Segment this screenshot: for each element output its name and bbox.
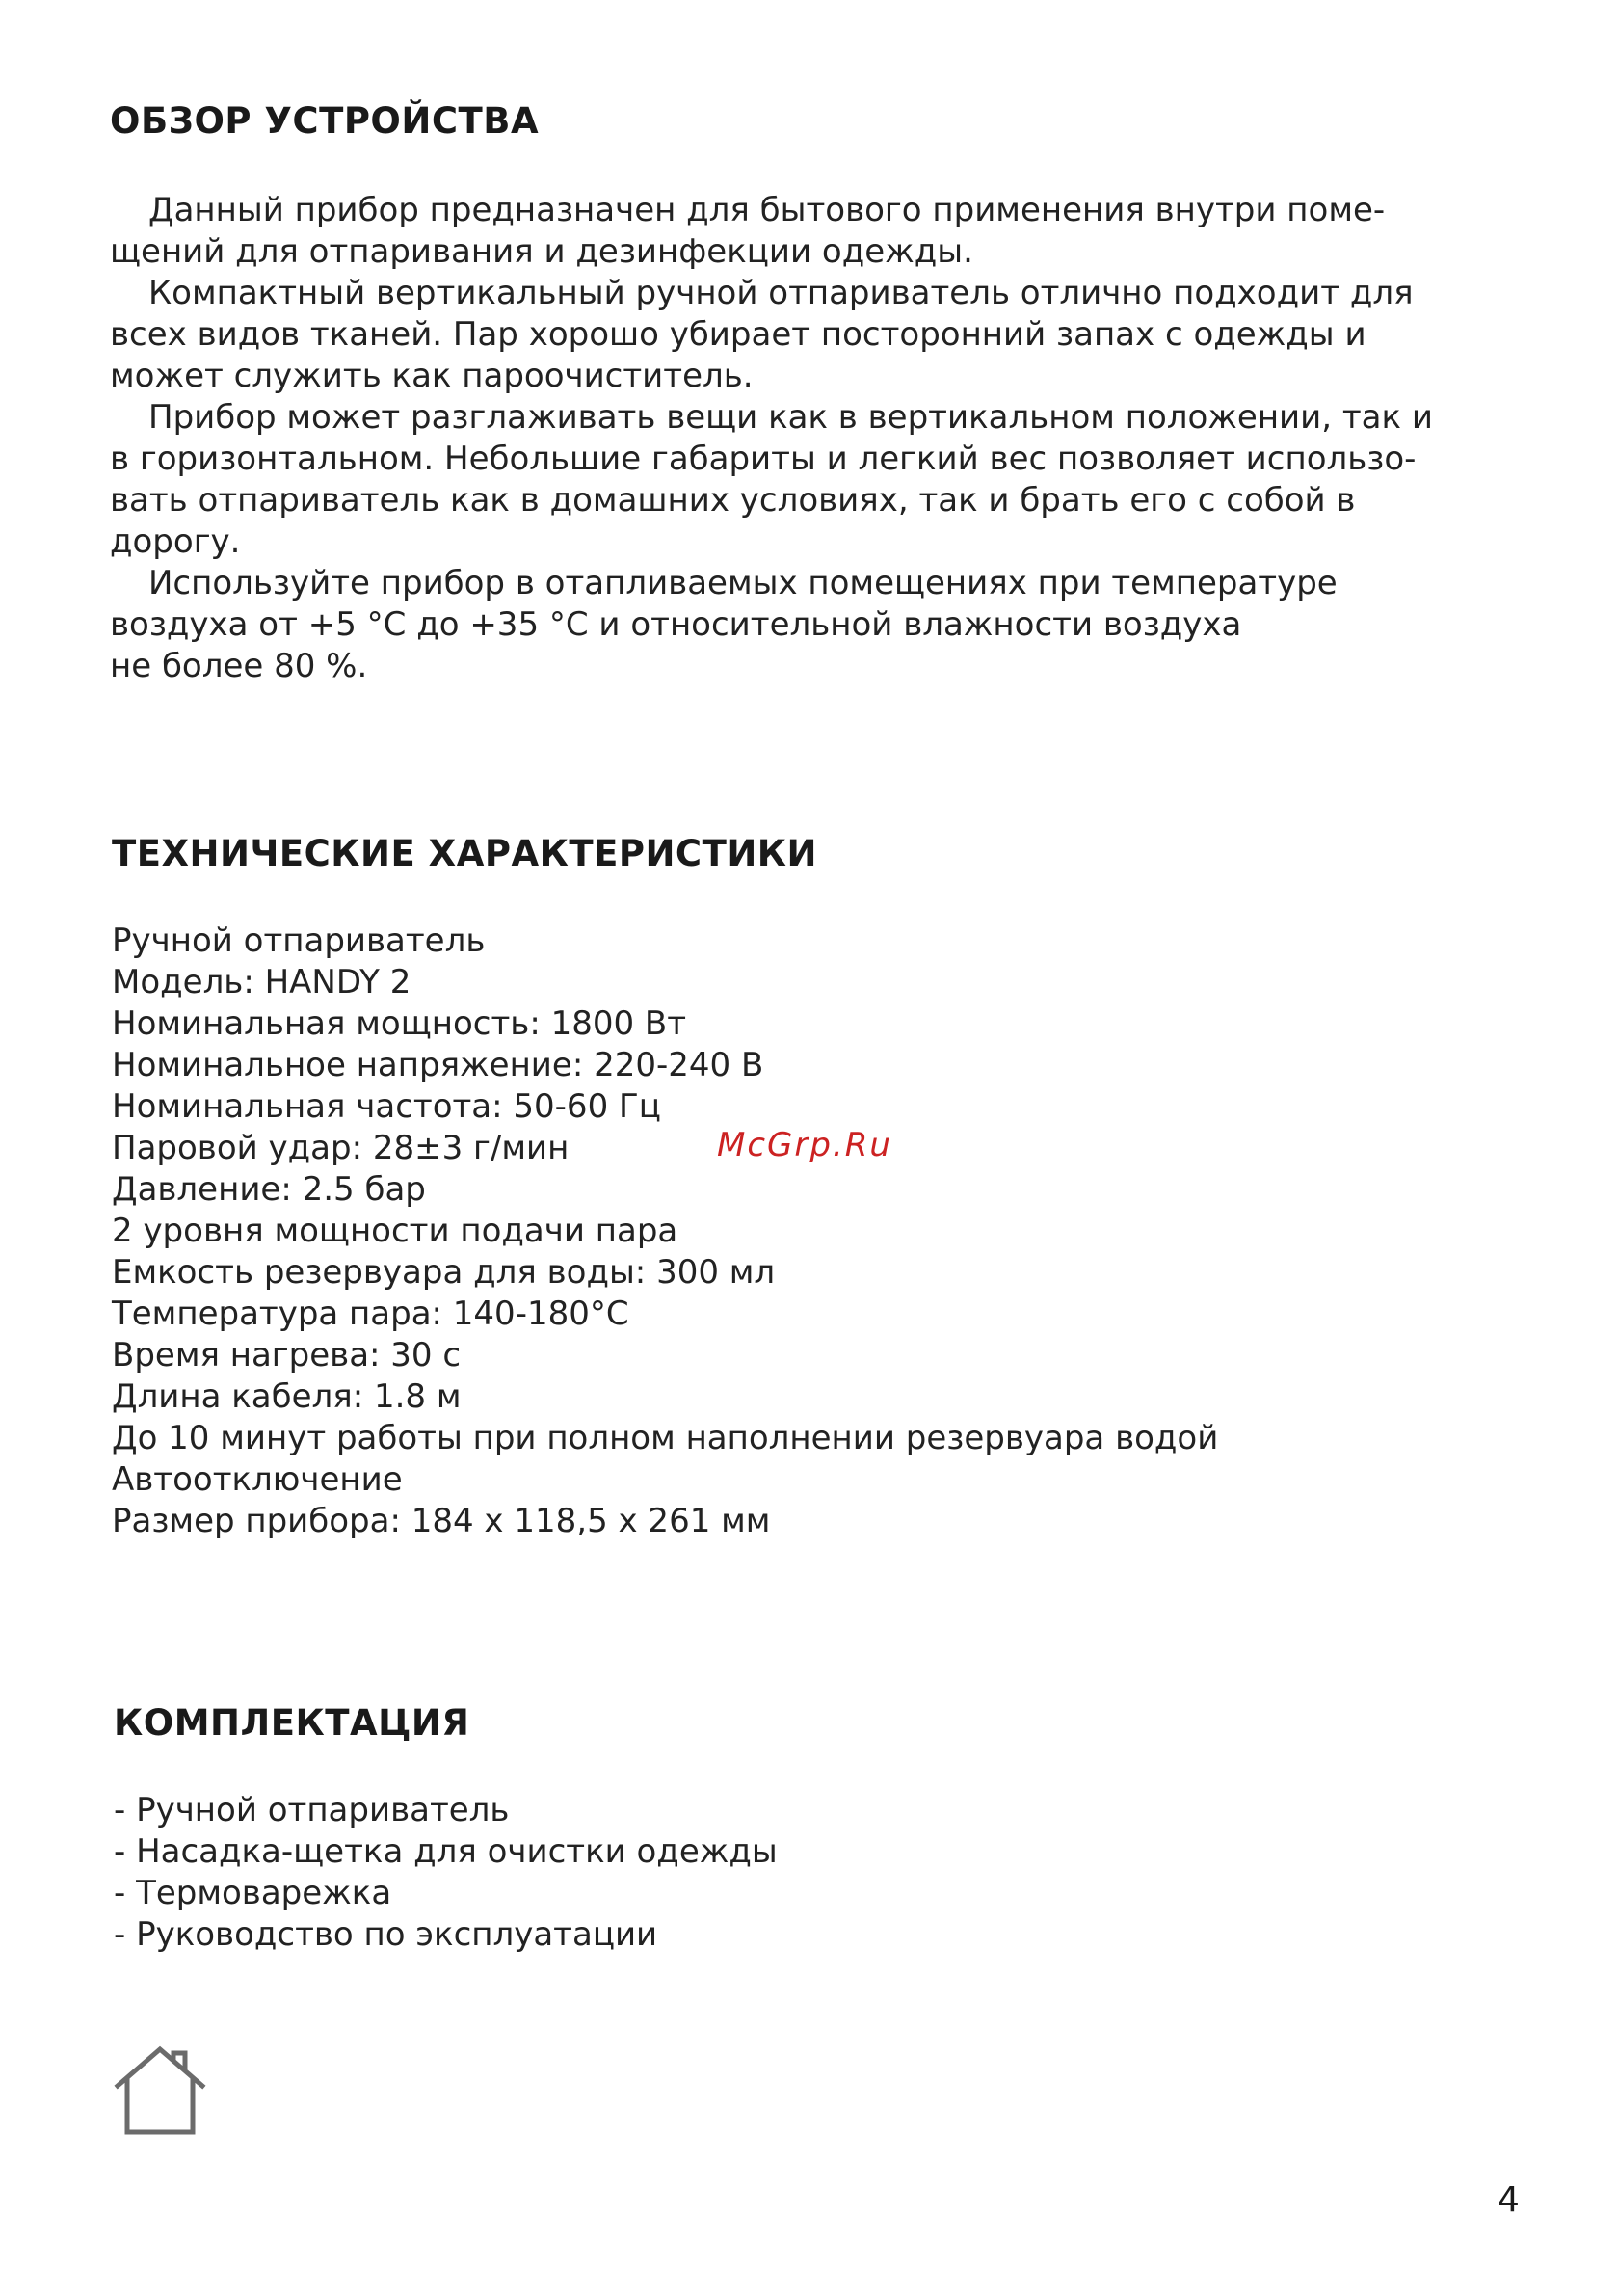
spec-item: Размер прибора: 184 х 118,5 х 261 мм: [112, 1502, 771, 1540]
spec-item: Номинальная мощность: 1800 Вт: [112, 1004, 687, 1043]
spec-item: Емкость резервуара для воды: 300 мл: [112, 1253, 776, 1292]
kit-item: - Ручной отпариватель: [114, 1791, 510, 1829]
overview-line: всех видов тканей. Пар хорошо убирает посторонний запах с одежды и: [110, 315, 1366, 354]
overview-line: не более 80 %.: [110, 647, 368, 685]
kit-item: - Руководство по эксплуатации: [114, 1915, 658, 1954]
overview-line: Используйте прибор в отапливаемых помещениях при температуре: [148, 564, 1338, 602]
watermark-text: McGrp.Ru: [717, 1126, 892, 1164]
overview-line: вать отпариватель как в домашних условиях, так и брать его с собой в: [110, 481, 1356, 520]
overview-line: в горизонтальном. Небольшие габариты и легкий вес позволяет использо-: [110, 440, 1417, 478]
overview-text: [110, 190, 1498, 687]
spec-item: Номинальная частота: 50-60 Гц: [112, 1087, 661, 1126]
overview-line: Данный прибор предназначен для бытового применения внутри поме-: [148, 191, 1386, 229]
spec-item: Паровой удар: 28±3 г/мин: [112, 1129, 570, 1167]
overview-line: дорогу.: [110, 522, 241, 561]
spec-item: До 10 минут работы при полном наполнении резервуара водой: [112, 1419, 1219, 1457]
spec-item: Время нагрева: 30 с: [112, 1336, 462, 1375]
specs-heading: ТЕХНИЧЕСКИЕ ХАРАКТЕРИСТИКИ: [112, 833, 817, 874]
overview-line: Прибор может разглаживать вещи как в вертикальном положении, так и: [148, 398, 1433, 437]
page-number: 4: [1498, 2180, 1520, 2220]
spec-item: Модель: HANDY 2: [112, 963, 411, 1001]
spec-item: Номинальное напряжение: 220-240 В: [112, 1046, 764, 1084]
overview-line: воздуха от +5 °С до +35 °С и относительной влажности воздуха: [110, 605, 1242, 644]
specs-list: [112, 921, 1499, 1542]
spec-item: Автоотключение: [112, 1460, 403, 1499]
kit-list: [114, 1790, 1270, 1956]
kit-item: - Термоварежка: [114, 1874, 392, 1912]
kit-heading: КОМПЛЕКТАЦИЯ: [114, 1702, 470, 1744]
overview-line: может служить как пароочиститель.: [110, 357, 754, 395]
spec-item: Давление: 2.5 бар: [112, 1170, 426, 1209]
spec-item: 2 уровня мощности подачи пара: [112, 1212, 678, 1250]
spec-item: Температура пара: 140-180°С: [112, 1295, 629, 1333]
overview-heading: ОБЗОР УСТРОЙСТВА: [110, 100, 540, 142]
overview-line: щений для отпаривания и дезинфекции одежды.: [110, 232, 973, 271]
spec-item: Ручной отпариватель: [112, 921, 486, 960]
overview-line: Компактный вертикальный ручной отпариватель отлично подходит для: [148, 274, 1414, 312]
home-icon[interactable]: [112, 2043, 208, 2136]
spec-item: Длина кабеля: 1.8 м: [112, 1377, 462, 1416]
kit-item: - Насадка-щетка для очистки одежды: [114, 1832, 778, 1871]
